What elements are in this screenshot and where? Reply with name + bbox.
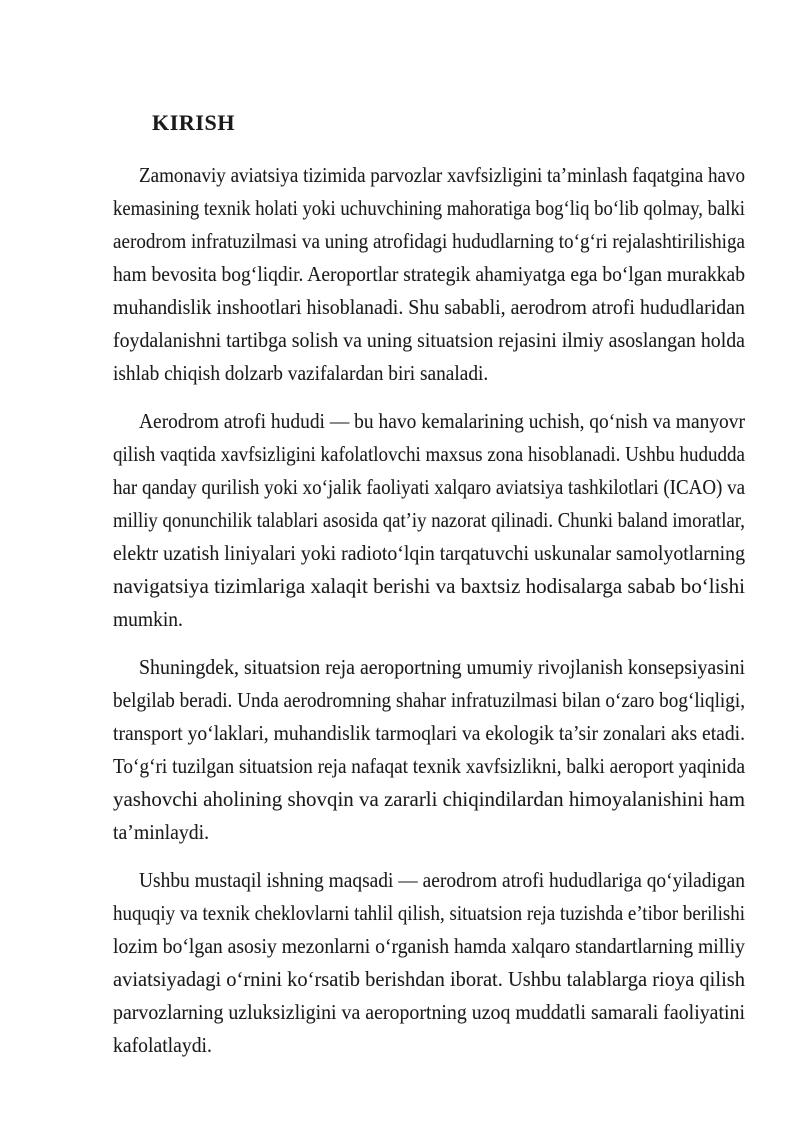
text-line: aviatsiyadagi oʻrnini koʻrsatib berishdan iborat. Ushbu talablarga rioya qilish [113,967,745,991]
section-title: KIRISH [152,110,236,135]
text-line: navigatsiya tizimlariga xalaqit berishi va baxtsiz hodisalarga sabab boʻlishi [113,574,745,598]
paragraph [113,405,745,636]
text-line: qilish vaqtida xavfsizligini kafolatlovchi maxsus zona hisoblanadi. Ushbu hududda [113,442,745,466]
text-line: transport yoʻlaklari, muhandislik tarmoqlari va ekologik ta’sir zonalari aks etadi. [113,721,745,745]
text-line: har qanday qurilish yoki xoʻjalik faoliyati xalqaro aviatsiya tashkilotlari (ICAO) va [113,475,745,499]
text-line: Aerodrom atrofi hududi — bu havo kemalarining uchish, qoʻnish va manyovr [139,409,745,433]
text-line: huquqiy va texnik cheklovlarni tahlil qilish, situatsion reja tuzishda e’tibor berilishi [113,901,745,925]
text-line: lozim boʻlgan asosiy mezonlarni oʻrganish hamda xalqaro standartlarning milliy [113,934,745,958]
text-line: aerodrom infratuzilmasi va uning atrofidagi hududlarning toʻgʻri rejalashtirilishiga [113,229,745,253]
text-line: parvozlarning uzluksizligini va aeroportning uzoq muddatli samarali faoliyatini [113,1000,745,1024]
text-line: kafolatlaydi. [113,1033,212,1057]
text-line: ishlab chiqish dolzarb vazifalardan biri sanaladi. [113,361,489,385]
text-line: Toʻgʻri tuzilgan situatsion reja nafaqat texnik xavfsizlikni, balki aeroport yaqinida [113,754,745,778]
text-line: muhandislik inshootlari hisoblanadi. Shu sababli, aerodrom atrofi hududlaridan [113,295,745,319]
text-line: Ushbu mustaqil ishning maqsadi — aerodrom atrofi hududlariga qoʻyiladigan [139,868,745,892]
paragraph [113,864,745,1062]
text-line: Shuningdek, situatsion reja aeroportning umumiy rivojlanish konsepsiyasini [139,655,745,679]
text-line: Zamonaviy aviatsiya tizimida parvozlar xavfsizligini ta’minlash faqatgina havo [139,163,745,187]
text-line: yashovchi aholining shovqin va zararli chiqindilardan himoyalanishini ham [113,787,745,811]
text-line: ham bevosita bogʻliqdir. Aeroportlar strategik ahamiyatga ega boʻlgan murakkab [113,262,745,286]
text-line: milliy qonunchilik talablari asosida qat’iy nazorat qilinadi. Chunki baland imoratlar, [113,508,745,532]
text-line: mumkin. [113,607,183,631]
text-line: elektr uzatish liniyalari yoki radiotoʻlqin tarqatuvchi uskunalar samolyotlarning [113,541,745,565]
text-line: belgilab beradi. Unda aerodromning shahar infratuzilmasi bilan oʻzaro bogʻliqligi, [113,688,745,712]
document-body [113,159,745,1062]
text-line: ta’minlaydi. [113,820,210,844]
text-line: kemasining texnik holati yoki uchuvchining mahoratiga bogʻliq boʻlib qolmay, balki [113,196,745,220]
text-line: foydalanishni tartibga solish va uning situatsion rejasini ilmiy asoslangan holda [113,328,745,352]
paragraph [113,651,745,849]
paragraph [113,159,745,390]
